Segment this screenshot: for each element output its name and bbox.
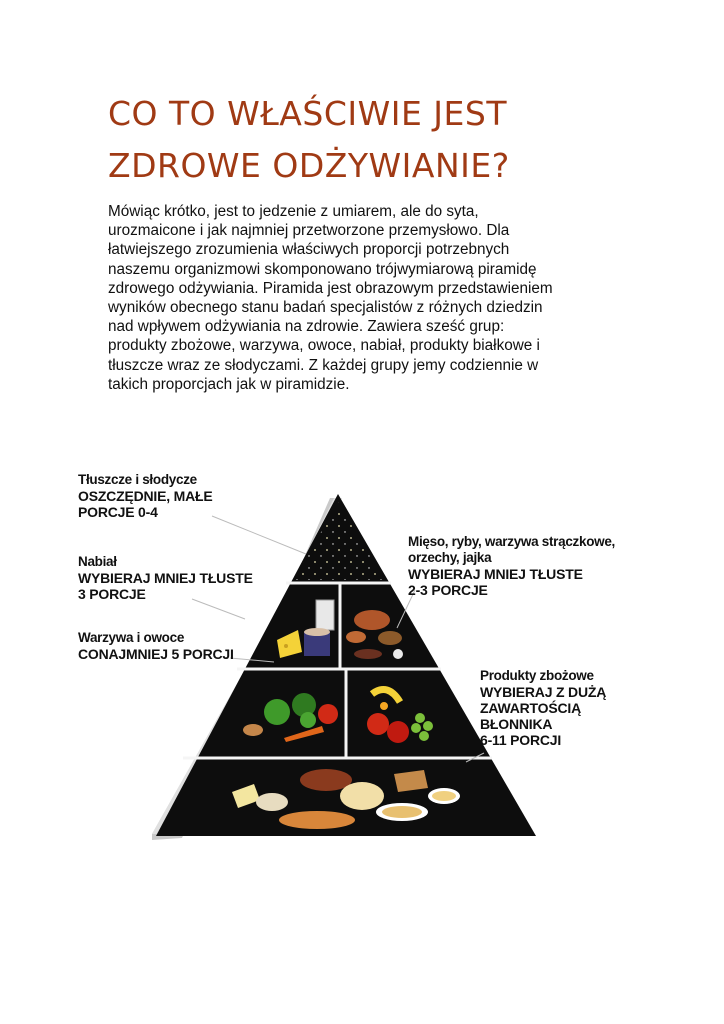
label-protein (408, 534, 615, 598)
protein-portions: 2-3 PORCJE (408, 582, 488, 598)
paragraph-line: urozmaicone i jak najmniej przetworzone przemysłowo. Dla (108, 222, 510, 240)
dairy-portions: 3 PORCJE (78, 586, 146, 602)
vegetables-name: Warzywa i owoce (78, 630, 185, 645)
paragraph-line: takich proporcjach jak w piramidzie. (108, 375, 350, 393)
grains-advice-2: ZAWARTOŚCIĄ (480, 700, 581, 716)
title-line-2: ZDROWE ODŻYWIANIE? (108, 146, 510, 185)
protein-name-line-2: orzechy, jajka (408, 550, 492, 565)
fats-portions: PORCJE 0-4 (78, 504, 158, 520)
paragraph-line: łatwiejszego zrozumienia właściwych proporcji potrzebnych (108, 241, 510, 259)
grains-portions: 6-11 PORCJI (480, 732, 562, 748)
grains-advice-1: WYBIERAJ Z DUŻĄ (480, 684, 607, 700)
paragraph-line: produkty zbożowe, warzywa, owoce, nabiał, produkty białkowe i (108, 337, 540, 355)
grains-name: Produkty zbożowe (480, 668, 594, 683)
grains-advice-3: BŁONNIKA (480, 716, 553, 732)
label-grains (480, 668, 606, 748)
title-line-1: CO TO WŁAŚCIWIE JEST (108, 94, 507, 133)
food-pyramid-figure (72, 462, 632, 882)
fats-name: Tłuszcze i słodycze (78, 472, 197, 487)
paragraph-line: naszemu organizmowi skomponowano trójwymiarową piramidę (108, 260, 537, 278)
paragraph-line: Mówiąc krótko, jest to jedzenie z umiarem, ale do syta, (108, 203, 479, 220)
fats-advice: OSZCZĘDNIE, MAŁE (78, 488, 213, 504)
label-fats-sweets (78, 472, 212, 520)
vegetables-advice: CONAJMNIEJ 5 PORCJI (78, 646, 234, 662)
paragraph-line: wyników obecnego stanu badań specjalistów z różnych dziedzin (108, 299, 543, 317)
intro-paragraph (108, 202, 608, 394)
fats-tier-sparkles (294, 502, 384, 580)
label-dairy (78, 554, 253, 602)
paragraph-line: nad wpływem odżywiania na zdrowie. Zawiera sześć grup: (108, 318, 505, 336)
dairy-name: Nabiał (78, 554, 117, 569)
paragraph-line: zdrowego odżywiania. Piramida jest obrazowym przedstawieniem (108, 279, 553, 297)
protein-advice: WYBIERAJ MNIEJ TŁUSTE (408, 566, 583, 582)
paragraph-line: tłuszcze wraz ze słodyczami. Z każdej grupy jemy codziennie w (108, 356, 539, 374)
page-title (108, 88, 668, 192)
label-vegetables-fruits (78, 630, 234, 662)
dairy-advice: WYBIERAJ MNIEJ TŁUSTE (78, 570, 253, 586)
protein-name-line-1: Mięso, ryby, warzywa strączkowe, (408, 534, 615, 549)
